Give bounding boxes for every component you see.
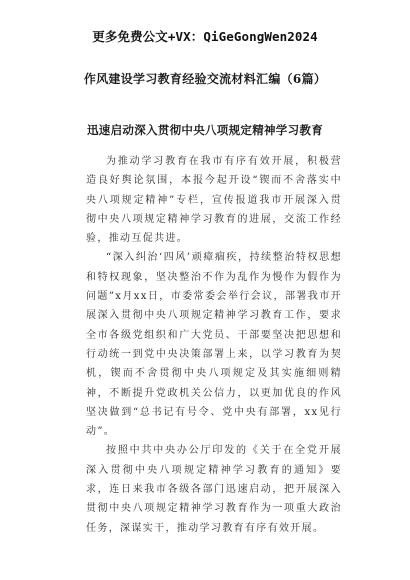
body-paragraph-1: 为推动学习教育在我市有序有效开展，积极营造良好舆论氛围，本报今起开设“锲而不舍落实中央八项规定精神”专栏，宣传报道我市开展深入贯彻中央八项规定精神学习教育的进展，交流工作经验，推动互促共进。 [86,156,342,245]
body-paragraph-3: 按照中共中央办公厅印发的《关于在全党开展深入贯彻中央八项规定精神学习教育的通知》要求，连日来我市各级各部门迅速启动，把开展深入贯彻中央八项规定精神学习教育作为一项重大政治任务，深谋实干，推动学习教育有序有效开展。 [86,445,342,534]
body-paragraph-2: “深入纠治‘四风’顽瘴痼疾，持续整治特权思想和特权现象，坚决整治不作为乱作为慢作为假作为问题”x月xx日，市委常委会举行会议，部署我市开展深入贯彻中央八项规定精神学习教育工作，要求全市各级党组织和广大党员、干部要坚决把思想和行动统一到党中央决策部署上来，以学习教育为契机，锲而不舍贯彻中央八项规定及其实施细则精神，不断提升党政机关公信力，以更加优良的作风坚决做到“总书记有号令、党中央有部署，xx见行动”。 [86,252,342,438]
document-title: 作风建设学习教育经验交流材料汇编（6篇） [83,72,327,86]
section-title: 迅速启动深入贯彻中央八项规定精神学习教育 [87,123,323,137]
watermark-header: 更多免费公文+VX：QiGeGongWen2024 [92,29,318,44]
document-body [86,152,342,538]
